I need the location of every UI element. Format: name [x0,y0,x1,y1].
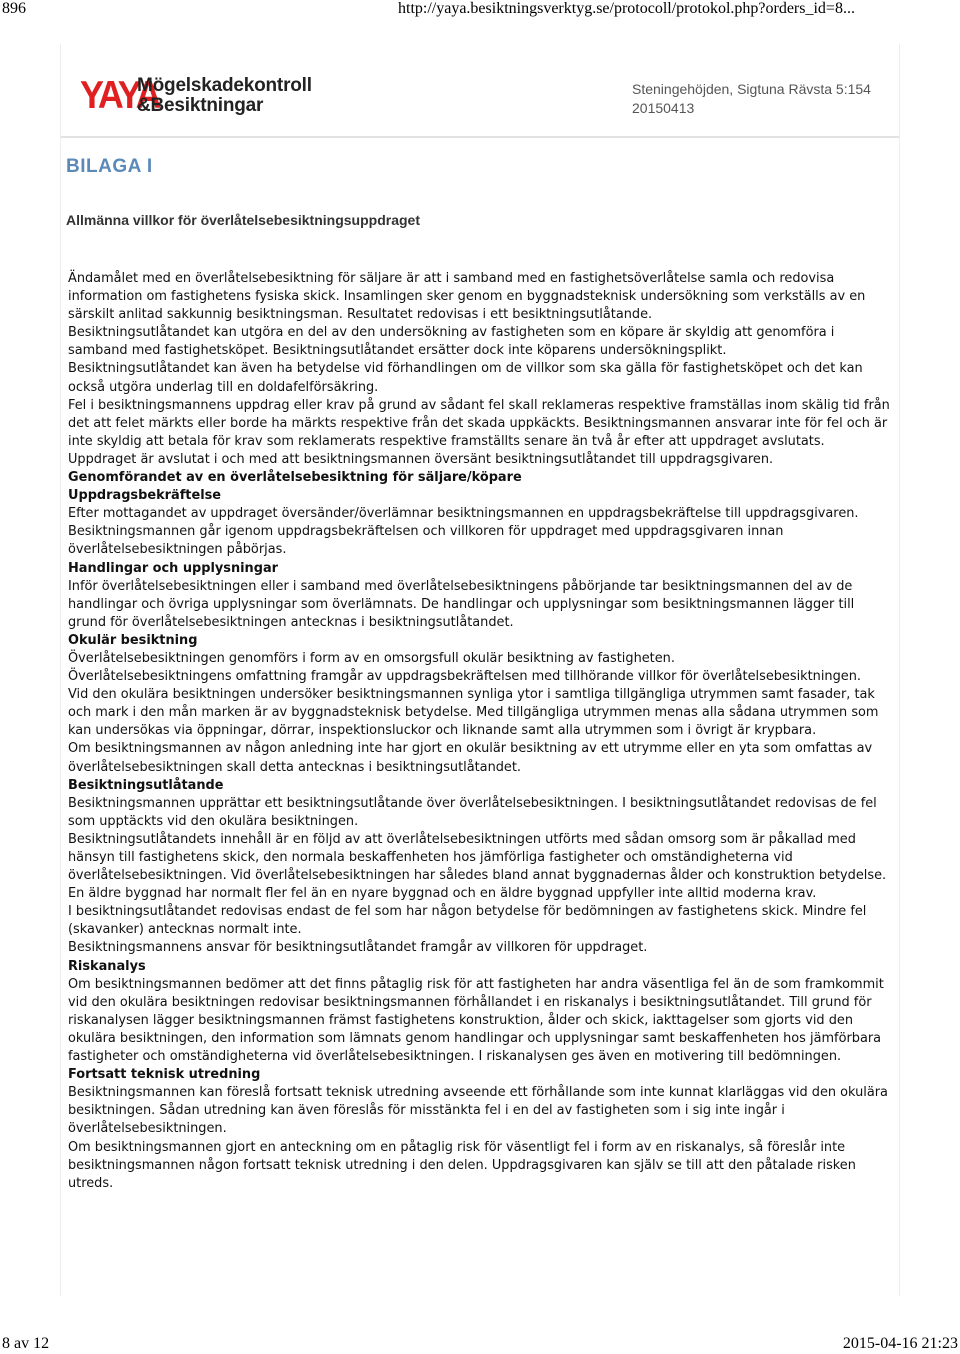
paragraph: Ändamålet med en överlåtelsebesiktning för säljare är att i samband med en fastighetsöverlåtelse samla och redovisa information om fastighetens fysiska skick. Insamlingen sker genom en byggnadsteknisk undersökning som verkställs av en särskilt anlitad sakkunnig besiktningsman. Resultatet redovisas i ett besiktningsutlåtande. [68,271,866,323]
section-heading: Handlingar och upplysningar [68,560,279,576]
property-address-block [632,80,871,118]
logo-line-1: Mögelskadekontroll [137,75,312,96]
paragraph: Besiktningsmannen kan föreslå fortsatt teknisk utredning avseende ett förhållande som inte kunnat klarläggas vid den okulära besiktningen. Sådan utredning kan även föreslås för misstänkta fel i en del av fastigheten som i sig inte ingår i överlåtelsebesiktningen. [68,1085,888,1137]
section-heading: Uppdragsbekräftelse [68,488,222,504]
paragraph: Besiktningsutlåtandet kan utgöra en del av den undersökning av fastigheten som en köpare är skyldig att genomföra i samband med fastighetsköpet. Besiktningsutlåtandet ersätter dock inte köparens undersökningsplikt. [68,325,835,359]
company-logo [80,74,350,124]
paragraph: Besiktningsutlåtandet kan även ha betydelse vid förhandlingen om de villkor som ska gälla för fastighetsköpet och det kan också utgöra underlag till en doldafelförsäkring. [68,361,863,395]
logo-line-2: &Besiktningar [137,95,264,116]
paragraph: Överlåtelsebesiktningens omfattning framgår av uppdragsbekräftelsen med tillhörande villkor för överlåtelsebesiktningen. [68,669,861,685]
protocol-date: 20150413 [632,100,695,116]
section-subtitle: Allmänna villkor för överlåtelsebesiktningsuppdraget [66,212,420,228]
print-url: http://yaya.besiktningsverktyg.se/protocoll/protokol.php?orders_id=8... [398,0,855,17]
section-heading: Riskanalys [68,958,146,974]
property-address: Steningehöjden, Sigtuna Rävsta 5:154 [632,81,871,97]
paragraph: Om besiktningsmannen bedömer att det finns påtaglig risk för att fastigheten har andra väsentliga fel än de som framkommit vid den okulära besiktningen redovisar besiktningsmannen förhållandet i en riskanalys i besiktningsutlåtandet. Till grund för riskanalysen lägger besiktningsmannen främst fastighetens konstruktion, ålder och skick, iakttagelser som gjorts vid den okulära besiktningen, den information som lämnats genom handlingar och upplysningar samt beskaffenheten hos jämförbara fastigheter och omständigheterna vid överlåtelsebesiktningen. I riskanalysen ges även en motivering till bedömningen. [68,976,884,1065]
paragraph: Om besiktningsmannen av någon anledning inte har gjort en okulär besiktning av ett utrymme eller en yta som omfattas av överlåtelsebesiktningen skall detta antecknas i besiktningsutlåtandet. [68,741,873,775]
print-page-number: 896 [2,0,26,17]
terms-body [68,270,896,1193]
paragraph: Vid den okulära besiktningen undersöker besiktningsmannen synliga ytor i samtliga tillgängliga utrymmen samt fasader, tak och mark i den mån marken är av byggnadsteknisk betydelse. Med tillgängliga utrymmen menas alla sådana utrymmen som kan undersökas via öppningar, dörrar, inspektionsluckor och liknande samt alla utrymmen som i övrigt är krypbara. [68,687,879,739]
paragraph: I besiktningsutlåtandet redovisas endast de fel som har någon betydelse för bedömningen av fastighetens skick. Mindre fel (skavanker) antecknas normalt inte. [68,904,867,938]
paragraph: Efter mottagandet av uppdraget översänder/överlämnar besiktningsmannen en uppdragsbekräftelse till uppdragsgivaren. Besiktningsmannen går igenom uppdragsbekräftelsen och villkoren för uppdraget med uppdragsgivaren innan överlåtelsebesiktningen påbörjas. [68,506,859,558]
paragraph: Besiktningsmannen upprättar ett besiktningsutlåtande över överlåtelsebesiktningen. I besiktningsutlåtandet redovisas de fel som upptäckts vid den okulära besiktningen. [68,795,877,829]
print-page-count: 8 av 12 [2,1335,50,1352]
paragraph: Om besiktningsmannen gjort en anteckning om en påtaglig risk för väsentligt fel i form av en riskanalys, så föreslår inte besiktningsmannen någon fortsatt teknisk utredning i den delen. Uppdragsgivaren kan själv se till att den påtalade risken utreds. [68,1139,856,1191]
print-header [0,0,960,20]
appendix-title: BILAGA I [66,156,153,177]
paragraph: Fel i besiktningsmannens uppdrag eller krav på grund av sådant fel skall reklameras respektive framställas inom skälig tid från det att felet märkts eller borde ha märkts respektive från det skada uppkäckts. Besiktningsmannen ansvarar inte för fel och är inte skyldig att betala för krav som reklamerats respektive framställts senare än två år efter att uppdraget avslutats. Uppdraget är avslutat i och med att besiktningsmannen översänt besiktningsutlåtandet till uppdragsgivaren. [68,397,890,467]
section-heading: Genomförandet av en överlåtelsebesiktning för säljare/köpare [68,470,522,486]
print-timestamp: 2015-04-16 21:23 [842,1335,958,1352]
section-heading: Fortsatt teknisk utredning [68,1067,261,1083]
section-heading: Besiktningsutlåtande [68,777,224,793]
section-heading: Okulär besiktning [68,632,198,648]
paragraph: Besiktningsmannens ansvar för besiktningsutlåtandet framgår av villkoren för uppdraget. [68,940,648,956]
paragraph: Överlåtelsebesiktningen genomförs i form av en omsorgsfull okulär besiktning av fastigheten. [68,650,675,666]
logo-mark: YAYA [80,74,159,117]
paragraph: Inför överlåtelsebesiktningen eller i samband med överlåtelsebesiktningens påbörjande tar besiktningsmannen del av de handlingar och övriga upplysningar som överlämnats. De handlingar och upplysningar som besiktningsmannen lägger till grund för överlåtelsebesiktningen antecknas i besiktningsutlåtandet. [68,578,855,630]
paragraph: Besiktningsutlåtandets innehåll är en följd av att överlåtelsebesiktningen utförts med sådan omsorg som är påkallad med hänsyn till fastighetens skick, den normala beskaffenheten hos jämförliga fastigheter och omständigheterna vid överlåtelsebesiktningen. Vid överlåtelsebesiktningen har således bland annat byggnadernas ålder och konstruktion betydelse. En äldre byggnad har normalt fler fel än en nyare byggnad och en äldre byggnad uppfyller inte alltid moderna krav. [68,831,887,902]
print-footer [0,1336,960,1354]
